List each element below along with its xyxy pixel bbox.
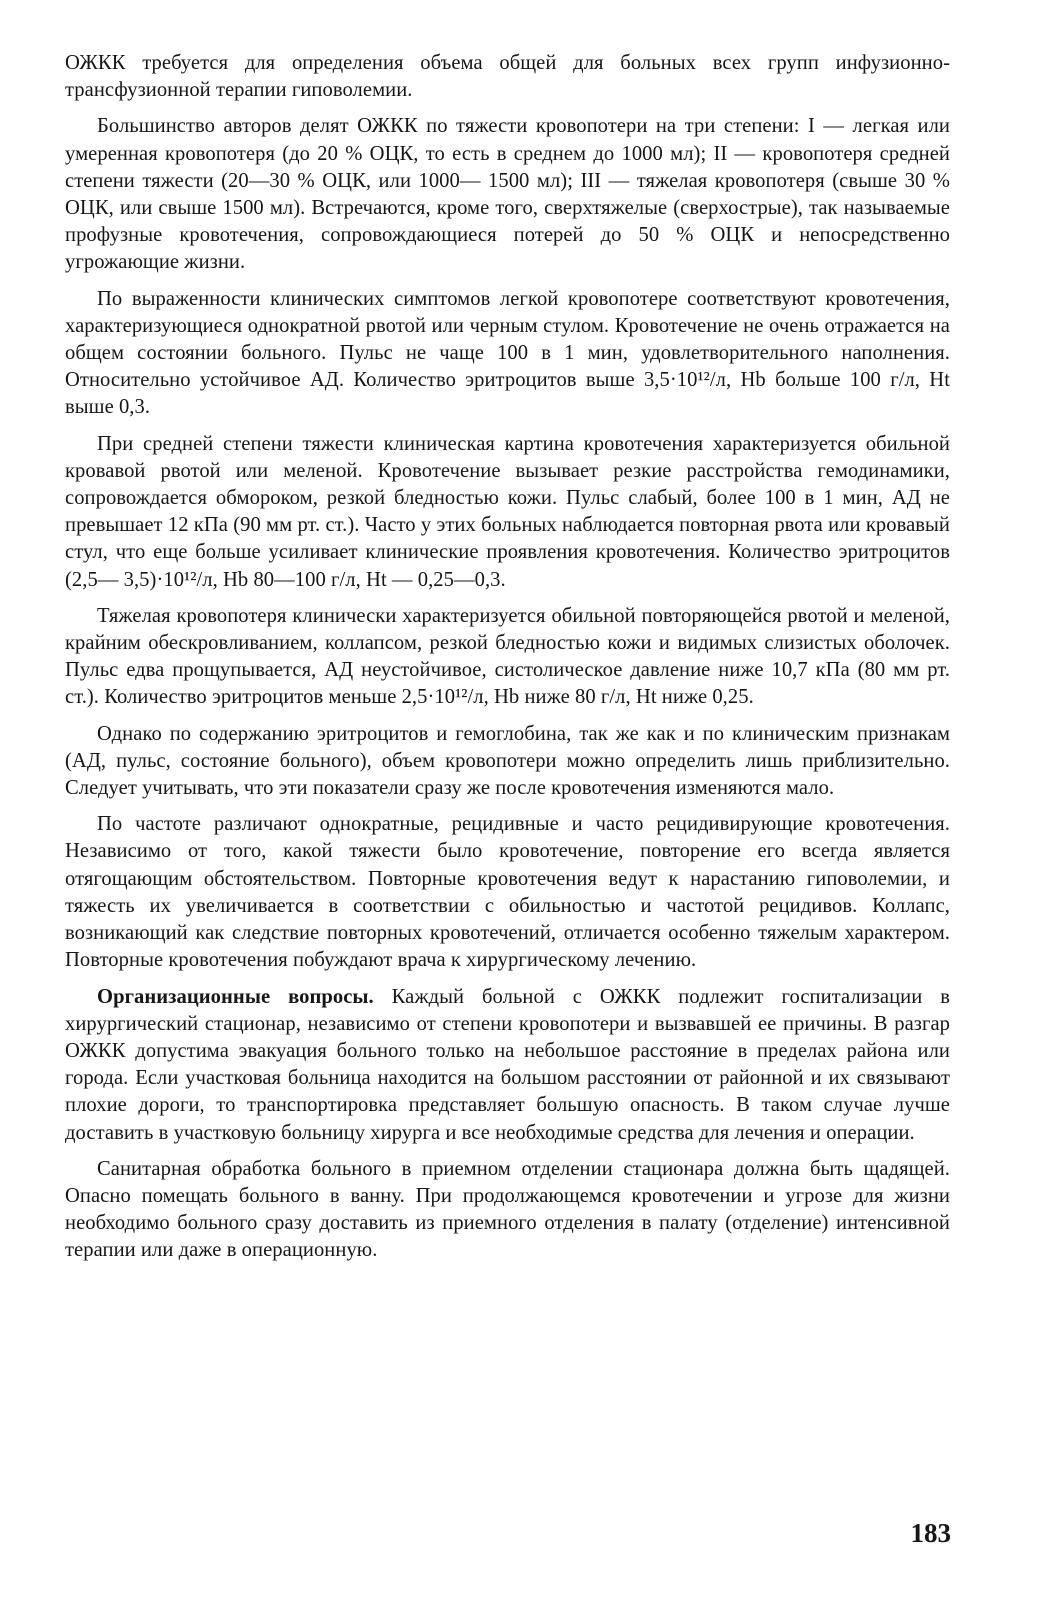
paragraph-5: Тяжелая кровопотеря клинически характеризуется обильной повторяющейся рвотой и меленой, крайним обескровливанием, коллапсом, резкой бледностью кожи и видимых слизистых оболочек. Пульс едва прощупывается, АД неустойчивое, систолическое давление ниже 10,7 кПа (80 мм рт. ст.). Количество эритроцитов меньше 2,5·10¹²/л, Hb ниже 80 г/л, Ht ниже 0,25. (65, 604, 950, 709)
page-body (65, 50, 950, 1550)
paragraph-organizational (65, 984, 950, 1147)
paragraph-3: По выраженности клинических симптомов легкой кровопотере соответствуют кровотечения, характеризующиеся однократной рвотой или черным стулом. Кровотечение не очень отражается на общем состоянии больного. Пульс не чаще 100 в 1 мин, удовлетворительного наполнения. Относительно устойчивое АД. Количество эритроцитов выше 3,5·10¹²/л, Hb больше 100 г/л, Ht выше 0,3. (65, 287, 950, 419)
paragraph-2: Большинство авторов делят ОЖКК по тяжести кровопотери на три степени: I — легкая или умеренная кровопотеря (до 20 % ОЦК, то есть в среднем до 1000 мл); II — кровопотеря средней степени тяжести (20—30 % ОЦК, или 1000— 1500 мл); III — тяжелая кровопотеря (свыше 30 % ОЦК, или свыше 1500 мл). Встречаются, кроме того, сверхтяжелые (сверхострые), так называемые профузные кровотечения, сопровождающиеся потерей до 50 % ОЦК и непосредственно угрожающие жизни. (65, 115, 950, 274)
page-number: 183 (910, 1518, 951, 1548)
paragraph-6: Однако по содержанию эритроцитов и гемоглобина, так же как и по клиническим признакам (АД, пульс, состояние больного), объем кровопотери можно определить лишь приблизительно. Следует учитывать, что эти показатели сразу же после кровотечения изменяются мало. (65, 722, 950, 800)
section-text: Каждый больной с ОЖКК подлежит госпитализации в хирургический стационар, независимо от степени кровопотери и вызвавшей ее причины. В разгар ОЖКК допустима эвакуация больного только на небольшое расстояние в пределах района или города. Если участковая больница находится на большом расстоянии от районной и их связывают плохие дороги, то транспортировка представляет большую опасность. В таком случае лучше доставить в участковую больницу хирурга и все необходимые средства для лечения и операции. (65, 985, 950, 1144)
paragraph-7: По частоте различают однократные, рецидивные и часто рецидивирующие кровотечения. Независимо от того, какой тяжести было кровотечение, повторение его всегда является отягощающим обстоятельством. Повторные кровотечения ведут к нарастанию гиповолемии, и тяжесть их увеличивается в соответствии с обильностью и частотой рецидивов. Коллапс, возникающий как следствие повторных кровотечений, отличается особенно тяжелым характером. Повторные кровотечения побуждают врача к хирургическому лечению. (65, 813, 950, 972)
paragraph-last: Санитарная обработка больного в приемном отделении стационара должна быть щадящей. Опасно помещать больного в ванну. При продолжающемся кровотечении и угрозе для жизни необходимо больного сразу доставить из приемного отделения в палату (отделение) интенсивной терапии или даже в операционную. (65, 1157, 950, 1262)
paragraph-4: При средней степени тяжести клиническая картина кровотечения характеризуется обильной кровавой рвотой или меленой. Кровотечение вызывает резкие расстройства гемодинамики, сопровождается обмороком, резкой бледностью кожи. Пульс слабый, более 100 в 1 мин, АД не превышает 12 кПа (90 мм рт. ст.). Часто у этих больных наблюдается повторная рвота или кровавый стул, что еще больше усиливает клинические проявления кровотечения. Количество эритроцитов (2,5— 3,5)·10¹²/л, Hb 80—100 г/л, Ht — 0,25—0,3. (65, 432, 950, 591)
section-heading: Организационные вопросы. (97, 985, 374, 1008)
paragraph-1: ОЖКК требуется для определения объема общей для больных всех групп инфузионно-трансфузионной терапии гиповолемии. (65, 52, 950, 102)
